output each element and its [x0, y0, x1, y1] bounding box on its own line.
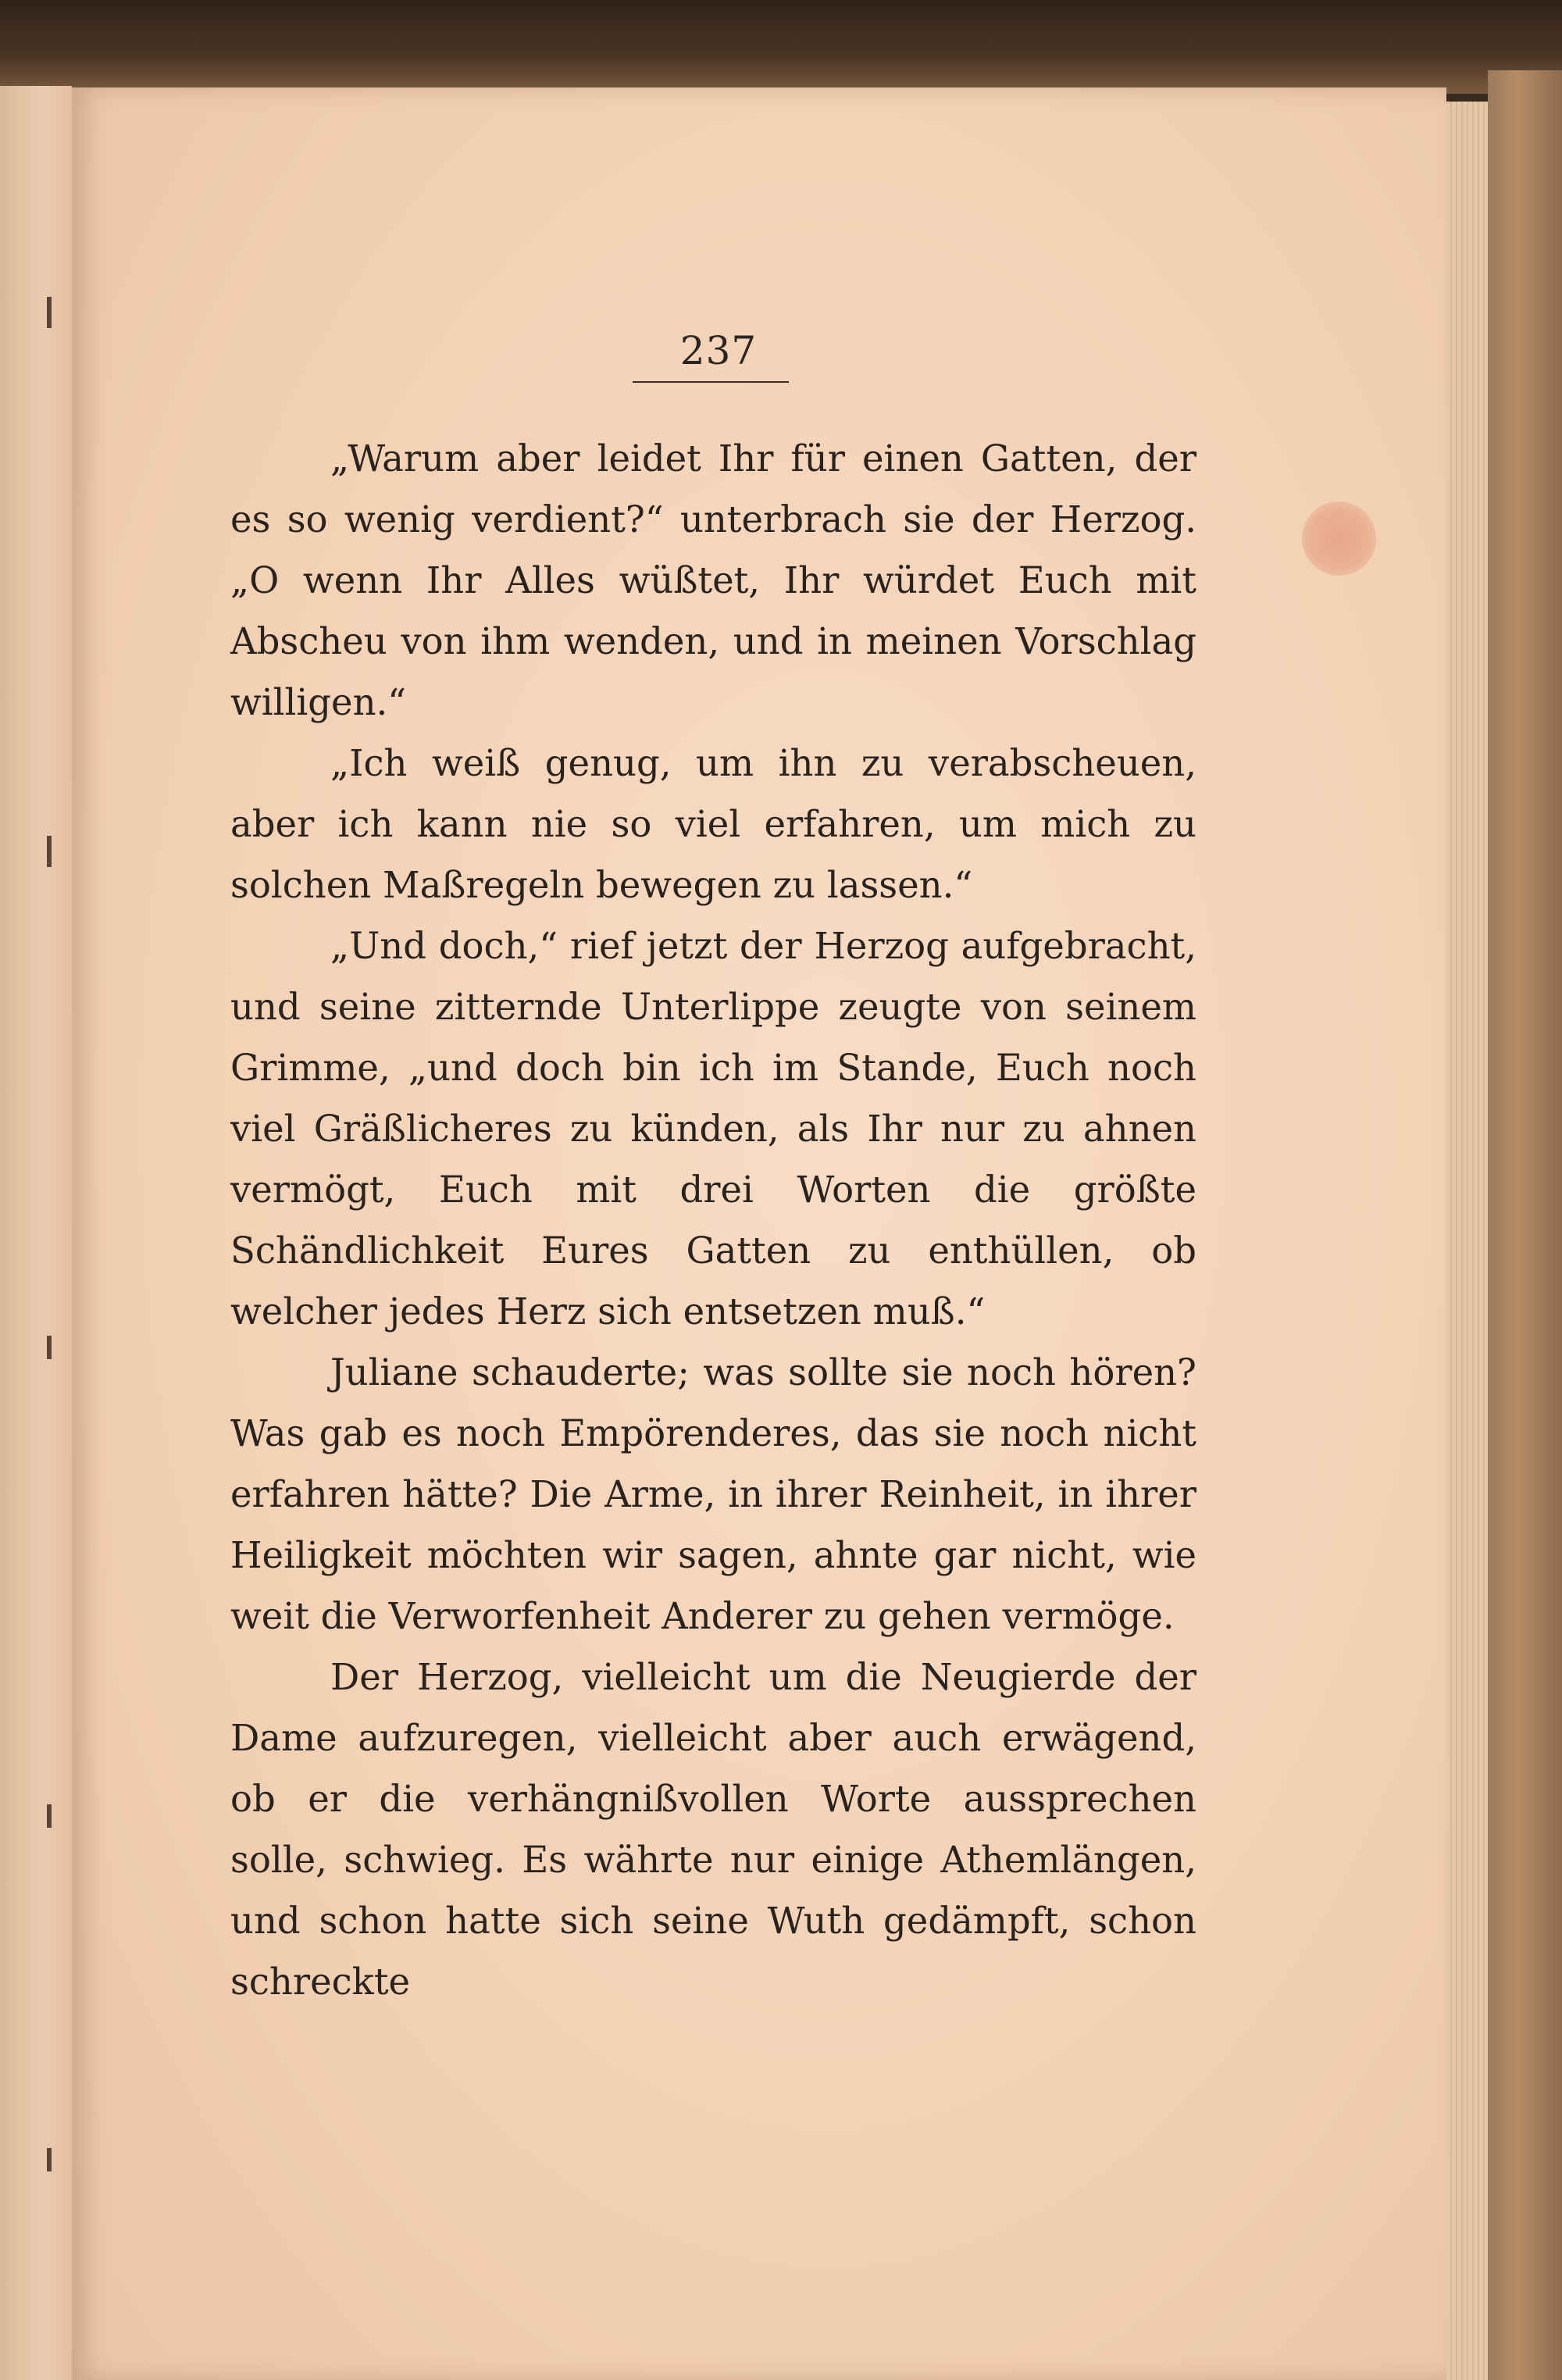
- paragraph: „Warum aber leidet Ihr für einen Gatten, der es so wenig verdient?“ unterbrach sie der Herzog. „O wenn Ihr Alles wüßtet, Ihr würdet Euch mit Abscheu von ihm wenden, und in meinen Vorschlag willigen.“: [230, 437, 1196, 723]
- paragraph: „Und doch,“ rief jetzt der Herzog aufgebracht, und seine zitternde Unterlippe zeugte von seinem Grimme, „und doch bin ich im Stande, Euch noch viel Gräßlicheres zu künden, als Ihr nur zu ahnen vermögt, Euch mit drei Worten die größte Schändlichkeit Eures Gatten zu enthüllen, ob welcher jedes Herz sich entsetzen muß.“: [230, 925, 1196, 1333]
- page-stack-edges: [1441, 102, 1488, 2380]
- binding-stitch: [47, 2148, 52, 2171]
- previous-page-edge: [0, 86, 72, 2380]
- paragraph: Der Herzog, vielleicht um die Neugierde der Dame aufzuregen, vielleicht aber auch erwägend, ob er die verhängnißvollen Worte aussprechen solle, schwieg. Es währte nur einige Athemlängen, und schon hatte sich seine Wuth gedämpft, schon schreckte: [230, 1656, 1196, 2003]
- binding-stitch: [47, 1804, 52, 1828]
- book-cover-right: [1488, 70, 1562, 2380]
- binding-stitch: [47, 297, 52, 328]
- paper-stain: [1302, 501, 1376, 576]
- binding-stitch: [47, 1336, 52, 1359]
- binding-stitch: [47, 836, 52, 867]
- paragraph: „Ich weiß genug, um ihn zu verabscheuen, aber ich kann nie so viel erfahren, um mich zu solchen Maßregeln bewegen zu lassen.“: [230, 742, 1196, 906]
- page-number-rule: [633, 381, 789, 383]
- book-cover-top: [0, 0, 1562, 94]
- page-number: 237: [679, 328, 758, 373]
- paragraph: Juliane schauderte; was sollte sie noch hören? Was gab es noch Empörenderes, das sie noch nicht erfahren hätte? Die Arme, in ihrer Reinheit, in ihrer Heiligkeit möchten wir sagen, ahnte gar nicht, wie weit die Verworfenheit Anderer zu gehen vermöge.: [230, 1351, 1196, 1637]
- body-text: [230, 428, 1196, 2012]
